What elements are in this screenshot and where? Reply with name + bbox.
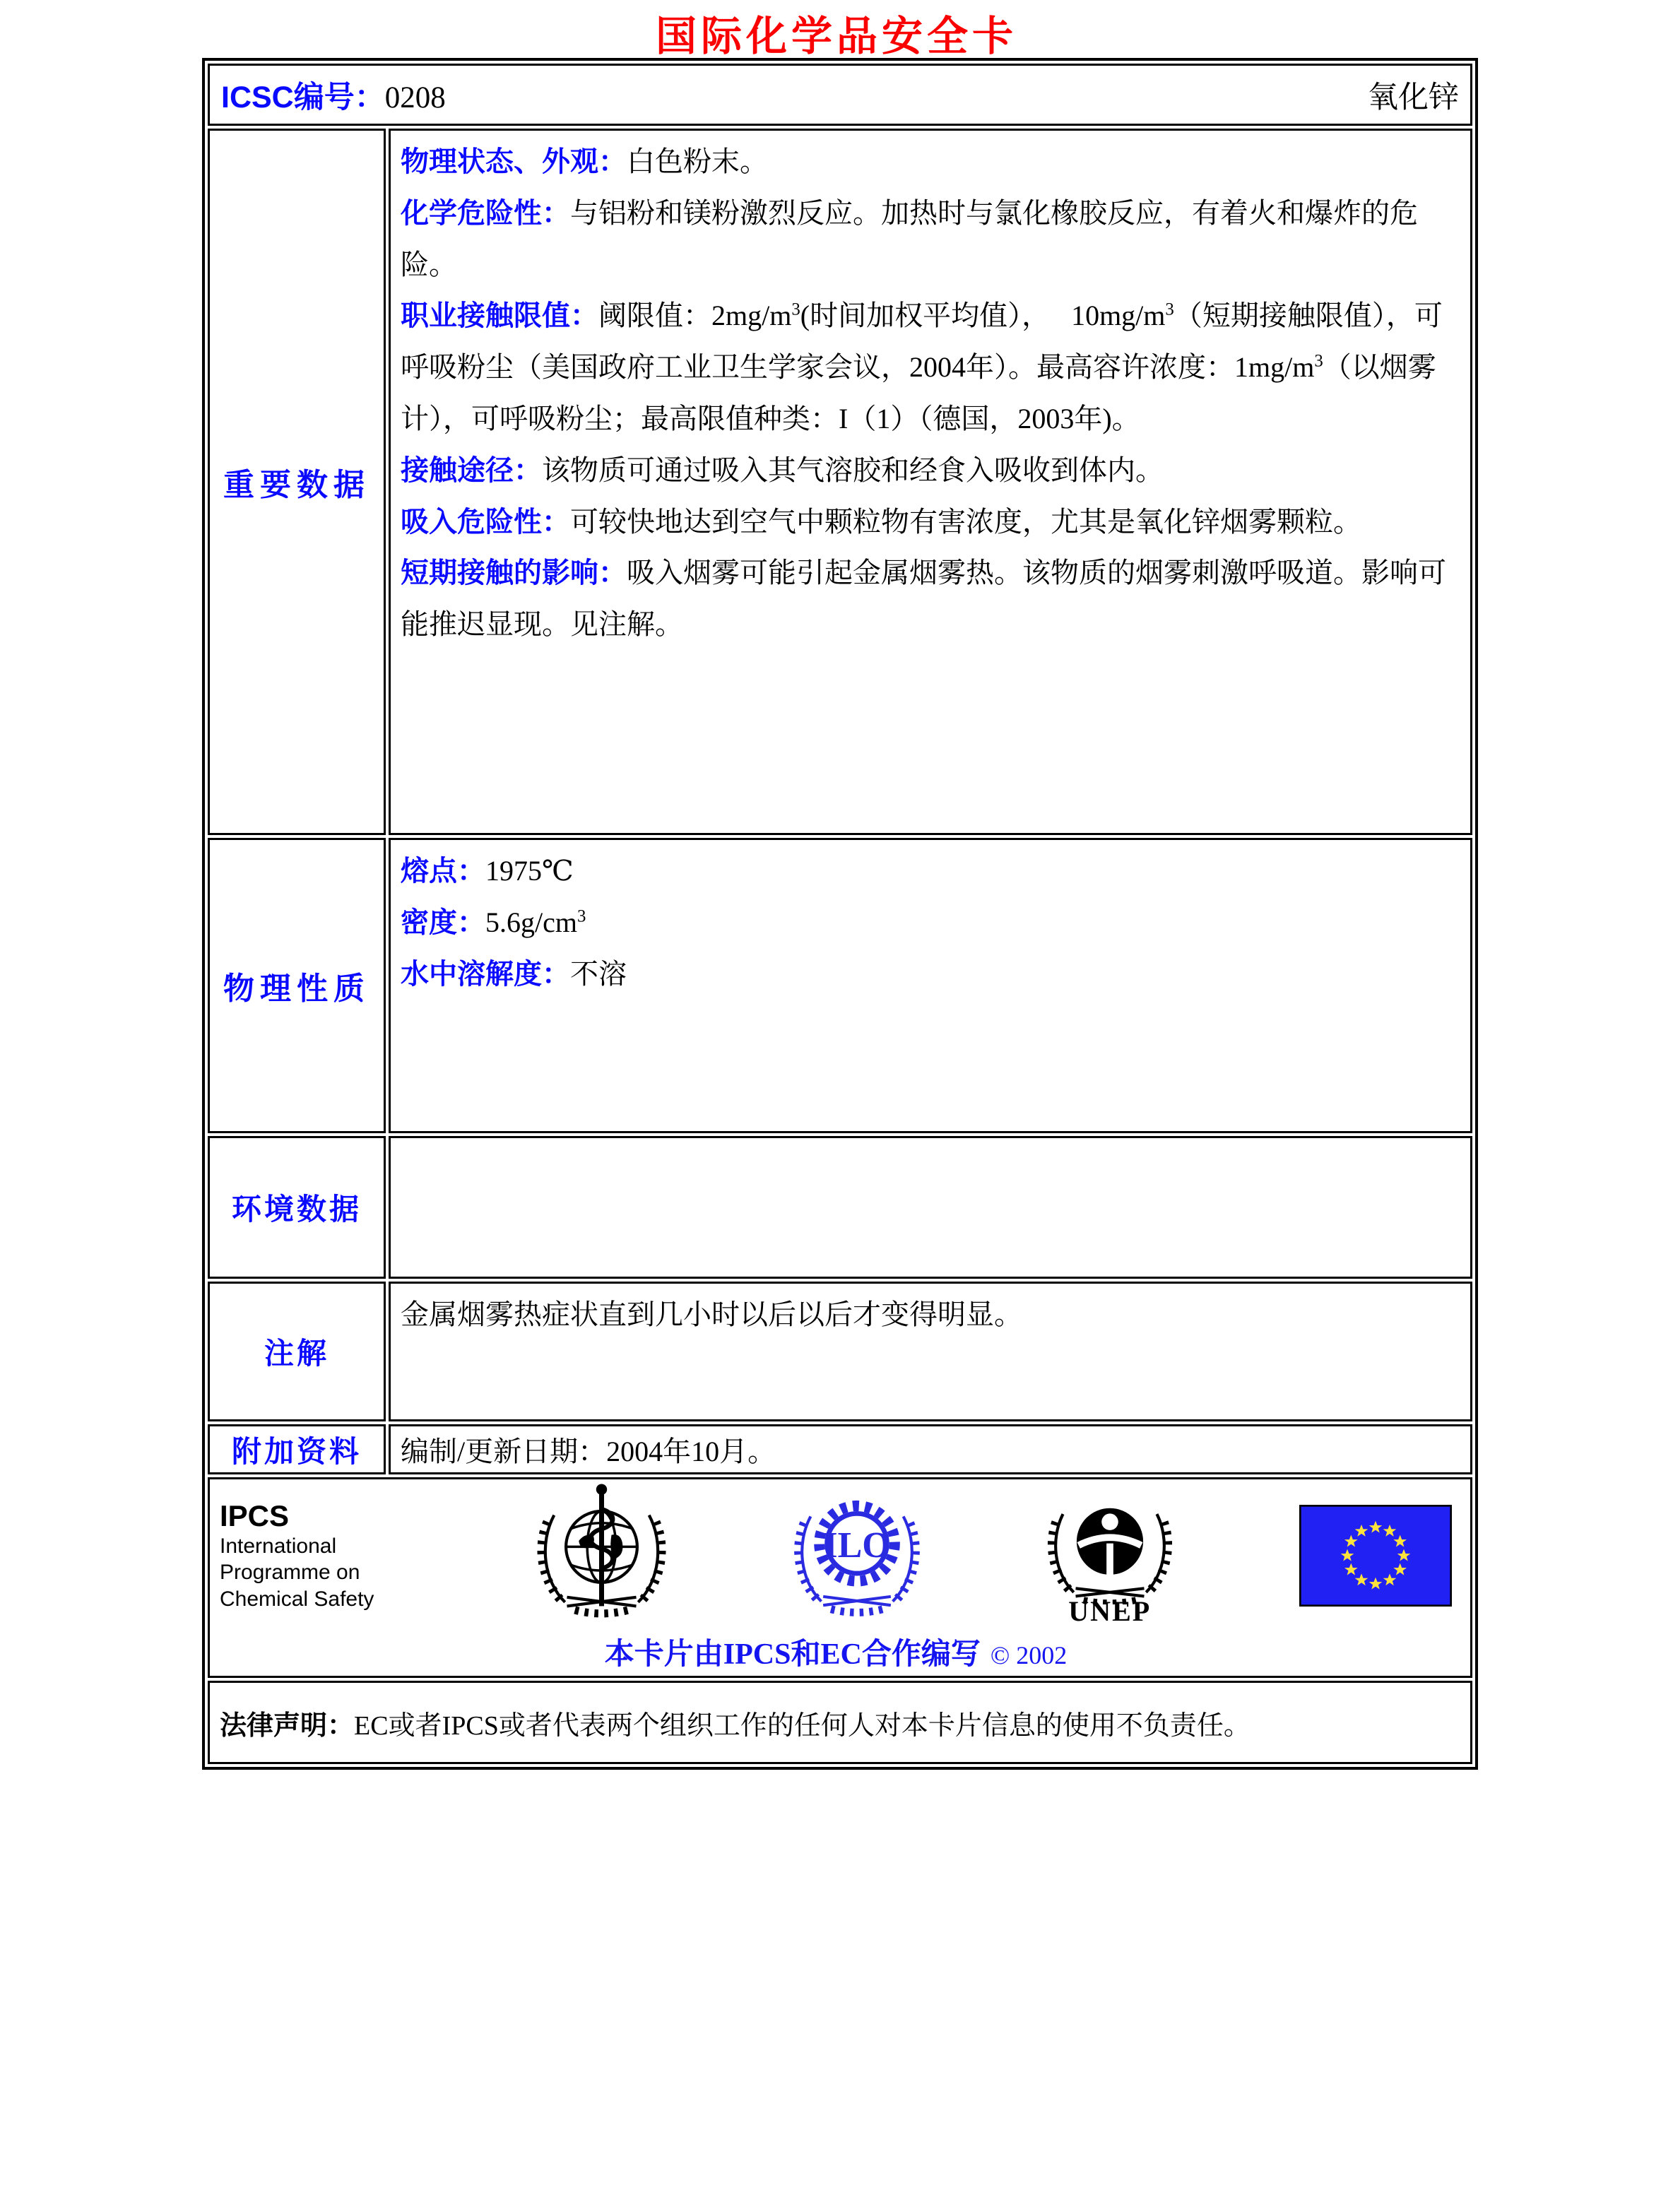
header-row (208, 64, 1472, 126)
legal-label: 法律声明： (220, 1710, 355, 1741)
eu-flag-icon (1299, 1505, 1452, 1607)
footer-caption (220, 1631, 1452, 1673)
ipcs-line-3: Chemical Safety (220, 1587, 374, 1611)
field-water-solubility-label: 水中溶解度： (401, 958, 570, 990)
oel-seg3: （以烟雾计），可呼吸粉尘；最高限值种类：I（1）（德国，2003年)。 (401, 351, 1436, 434)
superscript: 3 (577, 906, 586, 926)
ipcs-line-2: Programme on (220, 1561, 360, 1585)
physical-properties-content (389, 838, 1472, 1133)
physical-properties-label: 物理性质 (208, 838, 386, 1133)
field-notes-text: 金属烟雾热症状直到几小时以后以后才变得明显。 (401, 1299, 1022, 1330)
environmental-data-label: 环境数据 (208, 1136, 386, 1279)
environmental-data-row (208, 1136, 1472, 1279)
oel-seg2: （短期接触限值），可呼吸粉尘（美国政府工业卫生学家会议，2004年）。最高容许浓度：1mg/m (401, 300, 1443, 384)
field-short-term-effects-label: 短期接触的影响： (401, 557, 627, 589)
important-data-label: 重要数据 (208, 129, 386, 835)
legal-row (208, 1681, 1472, 1764)
field-occupational-exposure-label: 职业接触限值： (401, 300, 598, 332)
ilo-letters: ILO (822, 1525, 891, 1566)
icsc-number-value: 0208 (384, 81, 446, 114)
field-melting-point (401, 846, 1460, 897)
header-cell (208, 64, 1472, 126)
field-water-solubility (401, 949, 1460, 1000)
field-exposure-routes-label: 接触途径： (401, 454, 542, 486)
field-inhalation-risk-label: 吸入危险性： (401, 506, 570, 538)
unep-logo-icon (1046, 1484, 1174, 1628)
ipcs-line-1: International (220, 1534, 337, 1558)
field-chemical-danger-text: 与铝粉和镁粉激烈反应。加热时与氯化橡胶反应，有着火和爆炸的危险。 (401, 196, 1418, 280)
environmental-data-content (389, 1136, 1472, 1279)
field-short-term-effects-text: 吸入烟雾可能引起金属烟雾热。该物质的烟雾刺激呼吸道。影响可能推迟显现。见注解。 (401, 557, 1446, 641)
footer-cell (208, 1477, 1472, 1678)
field-density-text: 5.6g/cm (485, 906, 577, 938)
physical-properties-row (208, 838, 1472, 1133)
unep-caption: UNEP (1068, 1595, 1152, 1627)
important-data-row (208, 129, 1472, 835)
legal-text: EC或者IPCS或者代表两个组织工作的任何人对本卡片信息的使用不负责任。 (354, 1710, 1251, 1741)
field-physical-state (401, 136, 1460, 188)
superscript: 3 (1314, 351, 1323, 371)
field-water-solubility-text: 不溶 (570, 957, 627, 990)
field-melting-point-text: 1975℃ (485, 855, 574, 887)
footer-row (208, 1477, 1472, 1678)
icsc-number-group (221, 73, 446, 117)
notes-row (208, 1282, 1472, 1421)
ipcs-acronym: IPCS (220, 1498, 290, 1532)
field-melting-point-label: 熔点： (401, 856, 485, 887)
notes-content (389, 1282, 1472, 1421)
additional-info-row (208, 1424, 1472, 1474)
superscript: 3 (1165, 300, 1174, 320)
field-short-term-effects (401, 548, 1460, 651)
oel-seg1: (时间加权平均值）， 10mg/m (800, 300, 1166, 332)
page-title: 国际化学品安全卡 (655, 13, 1017, 59)
field-inhalation-risk (401, 497, 1460, 548)
who-logo-icon (536, 1481, 667, 1630)
superscript: 3 (791, 300, 800, 320)
icsc-number-label: ICSC编号： (221, 80, 385, 114)
logo-row (220, 1485, 1452, 1626)
ipcs-text-block (220, 1499, 410, 1613)
field-density-label: 密度： (401, 906, 485, 938)
field-density (401, 897, 1460, 949)
field-exposure-routes-text: 该物质可通过吸入其气溶胶和经食入吸收到体内。 (542, 454, 1164, 486)
important-data-content (389, 129, 1472, 835)
footer-copyright: © 2002 (990, 1641, 1068, 1669)
oel-seg0: 阈限值：2mg/m (598, 300, 792, 332)
field-inhalation-risk-text: 可较快地达到空气中颗粒物有害浓度，尤其是氧化锌烟雾颗粒。 (570, 505, 1361, 538)
field-occupational-exposure (401, 290, 1460, 444)
footer-caption-text: 本卡片由IPCS和EC合作编写 (604, 1638, 981, 1671)
ilo-logo-icon (793, 1484, 921, 1628)
field-chemical-danger-label: 化学危险性： (401, 197, 570, 229)
field-exposure-routes (401, 445, 1460, 497)
legal-cell (208, 1681, 1472, 1764)
notes-label: 注解 (208, 1282, 386, 1421)
icsc-card-table (202, 58, 1478, 1770)
chemical-name: 氧化锌 (1368, 81, 1459, 114)
field-chemical-danger (401, 188, 1460, 291)
field-physical-state-text: 白色粉末。 (627, 146, 768, 177)
field-physical-state-label: 物理状态、外观： (401, 146, 627, 177)
additional-info-label: 附加资料 (208, 1424, 386, 1474)
additional-info-content: 编制/更新日期：2004年10月。 (389, 1424, 1472, 1474)
